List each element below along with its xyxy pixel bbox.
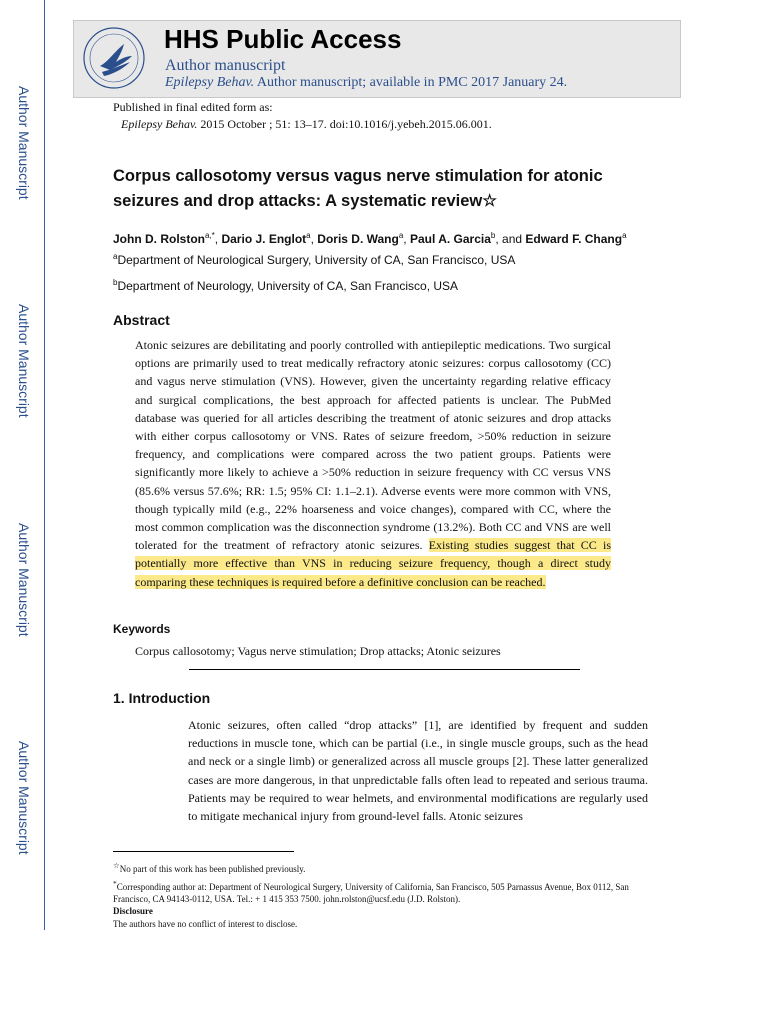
introduction-body: Atonic seizures, often called “drop attacks” [1], are identified by frequent and sudden reductions in muscle tone, which can be partial (i.e., in single muscle groups, such as the head and neck or a single limb) or generalized across all muscle groups [2]. These latter generalized cases are more dangerous, in that unpredictable falls often lead to repeated and serious trauma. Patients may be required to wear helmets, and environmental modifications are regularly used to mitigate mechanical injury from ground-level falls. Atonic seizures — [188, 718, 648, 824]
affiliation: $^a$Department of Neurological Surgery, University of CA, San Francisco, USA — [113, 252, 516, 267]
author-name: Dario J. Englot — [221, 232, 307, 246]
header-journal-line: Epilepsy Behav. Author manuscript; available in PMC 2017 January 24. — [165, 75, 568, 90]
footnote-star: ☆No part of this work has been published previously. — [113, 861, 306, 874]
keywords-heading: Keywords — [113, 622, 171, 636]
author-name: Paul A. Garcia — [409, 232, 491, 246]
footnote-corresponding: *Corresponding author at: Department of Neurological Surgery, University of California, San Francisco, 505 Parnassus Avenue, Box 0112, San Francisco, CA 94143-0112, USA. Tel.: + 1 415 353 7500. john.rolston@ucsf.edu (J.D. Rolston). — [113, 879, 629, 904]
header-subtitle: Author manuscript — [165, 57, 286, 74]
abstract-heading: Abstract — [113, 312, 170, 328]
abstract-body: Atonic seizures are debilitating and poorly controlled with antiepileptic medications. Two surgical options are primarily used to treat medically refractory atonic seizures: corpus callosotomy (CC) and vagus nerve stimulation (VNS). However, given the uncertainty regarding relative efficacy and surgical complications, the best approach for affected patients is unclear. The PubMed database was queried for all articles describing the treatment of atonic seizures and drop attacks with either corpus callosotomy or VNS. Rates of seizure freedom, >50% reduction in seizure frequency, and complications were compared across the two patient groups. Patients were significantly more likely to achieve a >50% reduction in seizure frequency with CC versus VNS (85.6% versus 57.6%; RR: 1.5; 95% CI: 1.1–2.1). Adverse events were more common with VNS, though typically mild (e.g., 22% hoarseness and voice changes), compared with CC, where the most common complication was the disconnection syndrome (13.2%). Both CC and VNS are well tolerated for the treatment of refractory atonic seizures. Existing studies suggest that CC is potentially more effective than VNS in reducing seizure frequency, though a direct study comparing these techniques is required before a definitive conclusion can be reached. — [135, 338, 612, 589]
header-title: HHS Public Access — [164, 24, 402, 54]
sidebar-label: Author Manuscript — [16, 86, 32, 200]
section-divider — [189, 669, 580, 670]
author-name: Edward F. Chang — [525, 232, 623, 246]
sidebar-label: Author Manuscript — [16, 304, 32, 418]
affiliation: $^b$Department of Neurology, University of CA, San Francisco, USA — [113, 278, 459, 293]
sidebar-label: Author Manuscript — [16, 741, 32, 855]
introduction-heading: 1. Introduction — [113, 690, 211, 706]
disclosure-text: The authors have no conflict of interest to disclose. — [113, 919, 298, 929]
highlighted-text: Existing studies suggest that CC is potentially more effective than VNS in reducing seizure frequency, though a direct study comparing these techniques is required before a definitive conclusion can be reached. — [135, 538, 612, 589]
author-list: John D. Rolston$^{a,*}$, Dario J. Englot$^a$, Doris D. Wang$^a$, Paul A. Garcia$^b$, and Edward F. Chang$^a$ — [113, 231, 627, 246]
sidebar-divider — [44, 0, 45, 930]
keywords-list: Corpus callosotomy; Vagus nerve stimulation; Drop attacks; Atonic seizures — [135, 644, 501, 658]
author-name: John D. Rolston — [113, 232, 205, 246]
title-star-icon[interactable]: ☆ — [482, 192, 498, 210]
published-label: Published in final edited form as: — [113, 100, 273, 114]
hhs-eagle-logo-icon — [80, 22, 148, 94]
disclosure-heading: Disclosure — [113, 906, 153, 916]
article-title: Corpus callosotomy versus vagus nerve stimulation for atonic seizures and drop attacks: A systematic review☆ — [113, 167, 603, 210]
citation: Epilepsy Behav. 2015 October ; 51: 13–17. doi:10.1016/j.yebeh.2015.06.001. — [121, 117, 492, 131]
footnote-divider — [113, 851, 294, 852]
author-name: Doris D. Wang — [317, 232, 399, 246]
sidebar-label: Author Manuscript — [16, 523, 32, 637]
